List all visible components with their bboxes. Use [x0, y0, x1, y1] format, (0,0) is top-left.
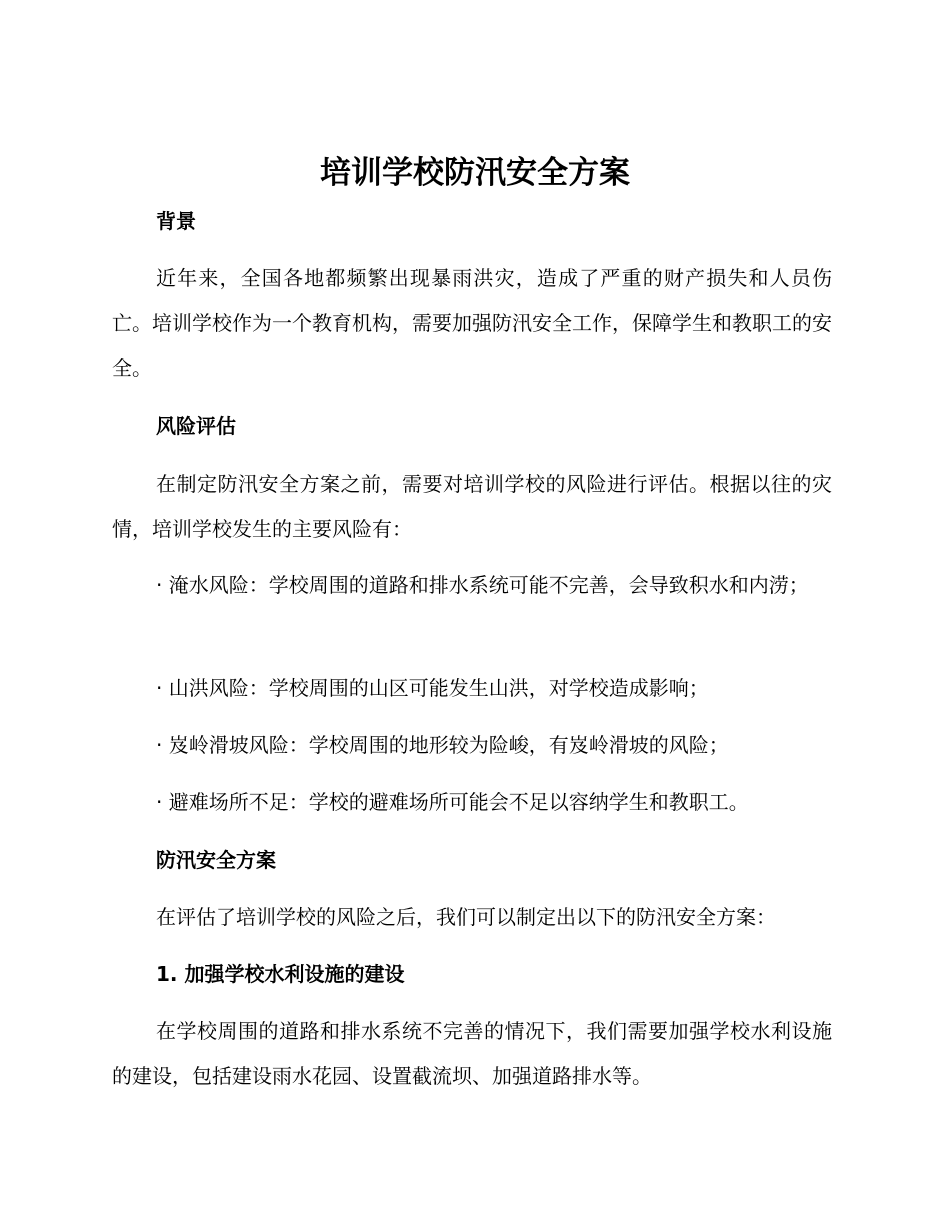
risk-bullet-flash-flood: · 山洪风险：学校周围的山区可能发生山洪，对学校造成影响； — [156, 676, 709, 700]
section-heading-background: 背景 — [156, 209, 196, 233]
water-facilities-paragraph: 在学校周围的道路和排水系统不完善的情况下，我们需要加强学校水利设施的建设，包括建设雨水花园、设置截流坝、加强道路排水等。 — [112, 1019, 832, 1088]
risk-bullet-landslide: · 岌岭滑坡风险：学校周围的地形较为险峻，有岌岭滑坡的风险； — [156, 733, 729, 757]
document-title: 培训学校防汛安全方案 — [320, 155, 630, 191]
subsection-heading-water-facilities: 1. 加强学校水利设施的建设 — [156, 962, 405, 986]
risk-bullet-shelter: · 避难场所不足：学校的避难场所可能会不足以容纳学生和教职工。 — [156, 790, 749, 814]
risk-assessment-paragraph: 在制定防汛安全方案之前，需要对培训学校的风险进行评估。根据以往的灾情，培训学校发生的主要风险有： — [112, 472, 832, 541]
plan-paragraph: 在评估了培训学校的风险之后，我们可以制定出以下的防汛安全方案： — [156, 905, 776, 929]
background-paragraph: 近年来，全国各地都频繁出现暴雨洪灾，造成了严重的财产损失和人员伤亡。培训学校作为一个教育机构，需要加强防汛安全工作，保障学生和教职工的安全。 — [112, 266, 832, 380]
section-heading-plan: 防汛安全方案 — [156, 848, 276, 872]
section-heading-risk-assessment: 风险评估 — [156, 414, 236, 438]
risk-bullet-flooding: · 淹水风险：学校周围的道路和排水系统可能不完善，会导致积水和内涝； — [156, 573, 809, 597]
